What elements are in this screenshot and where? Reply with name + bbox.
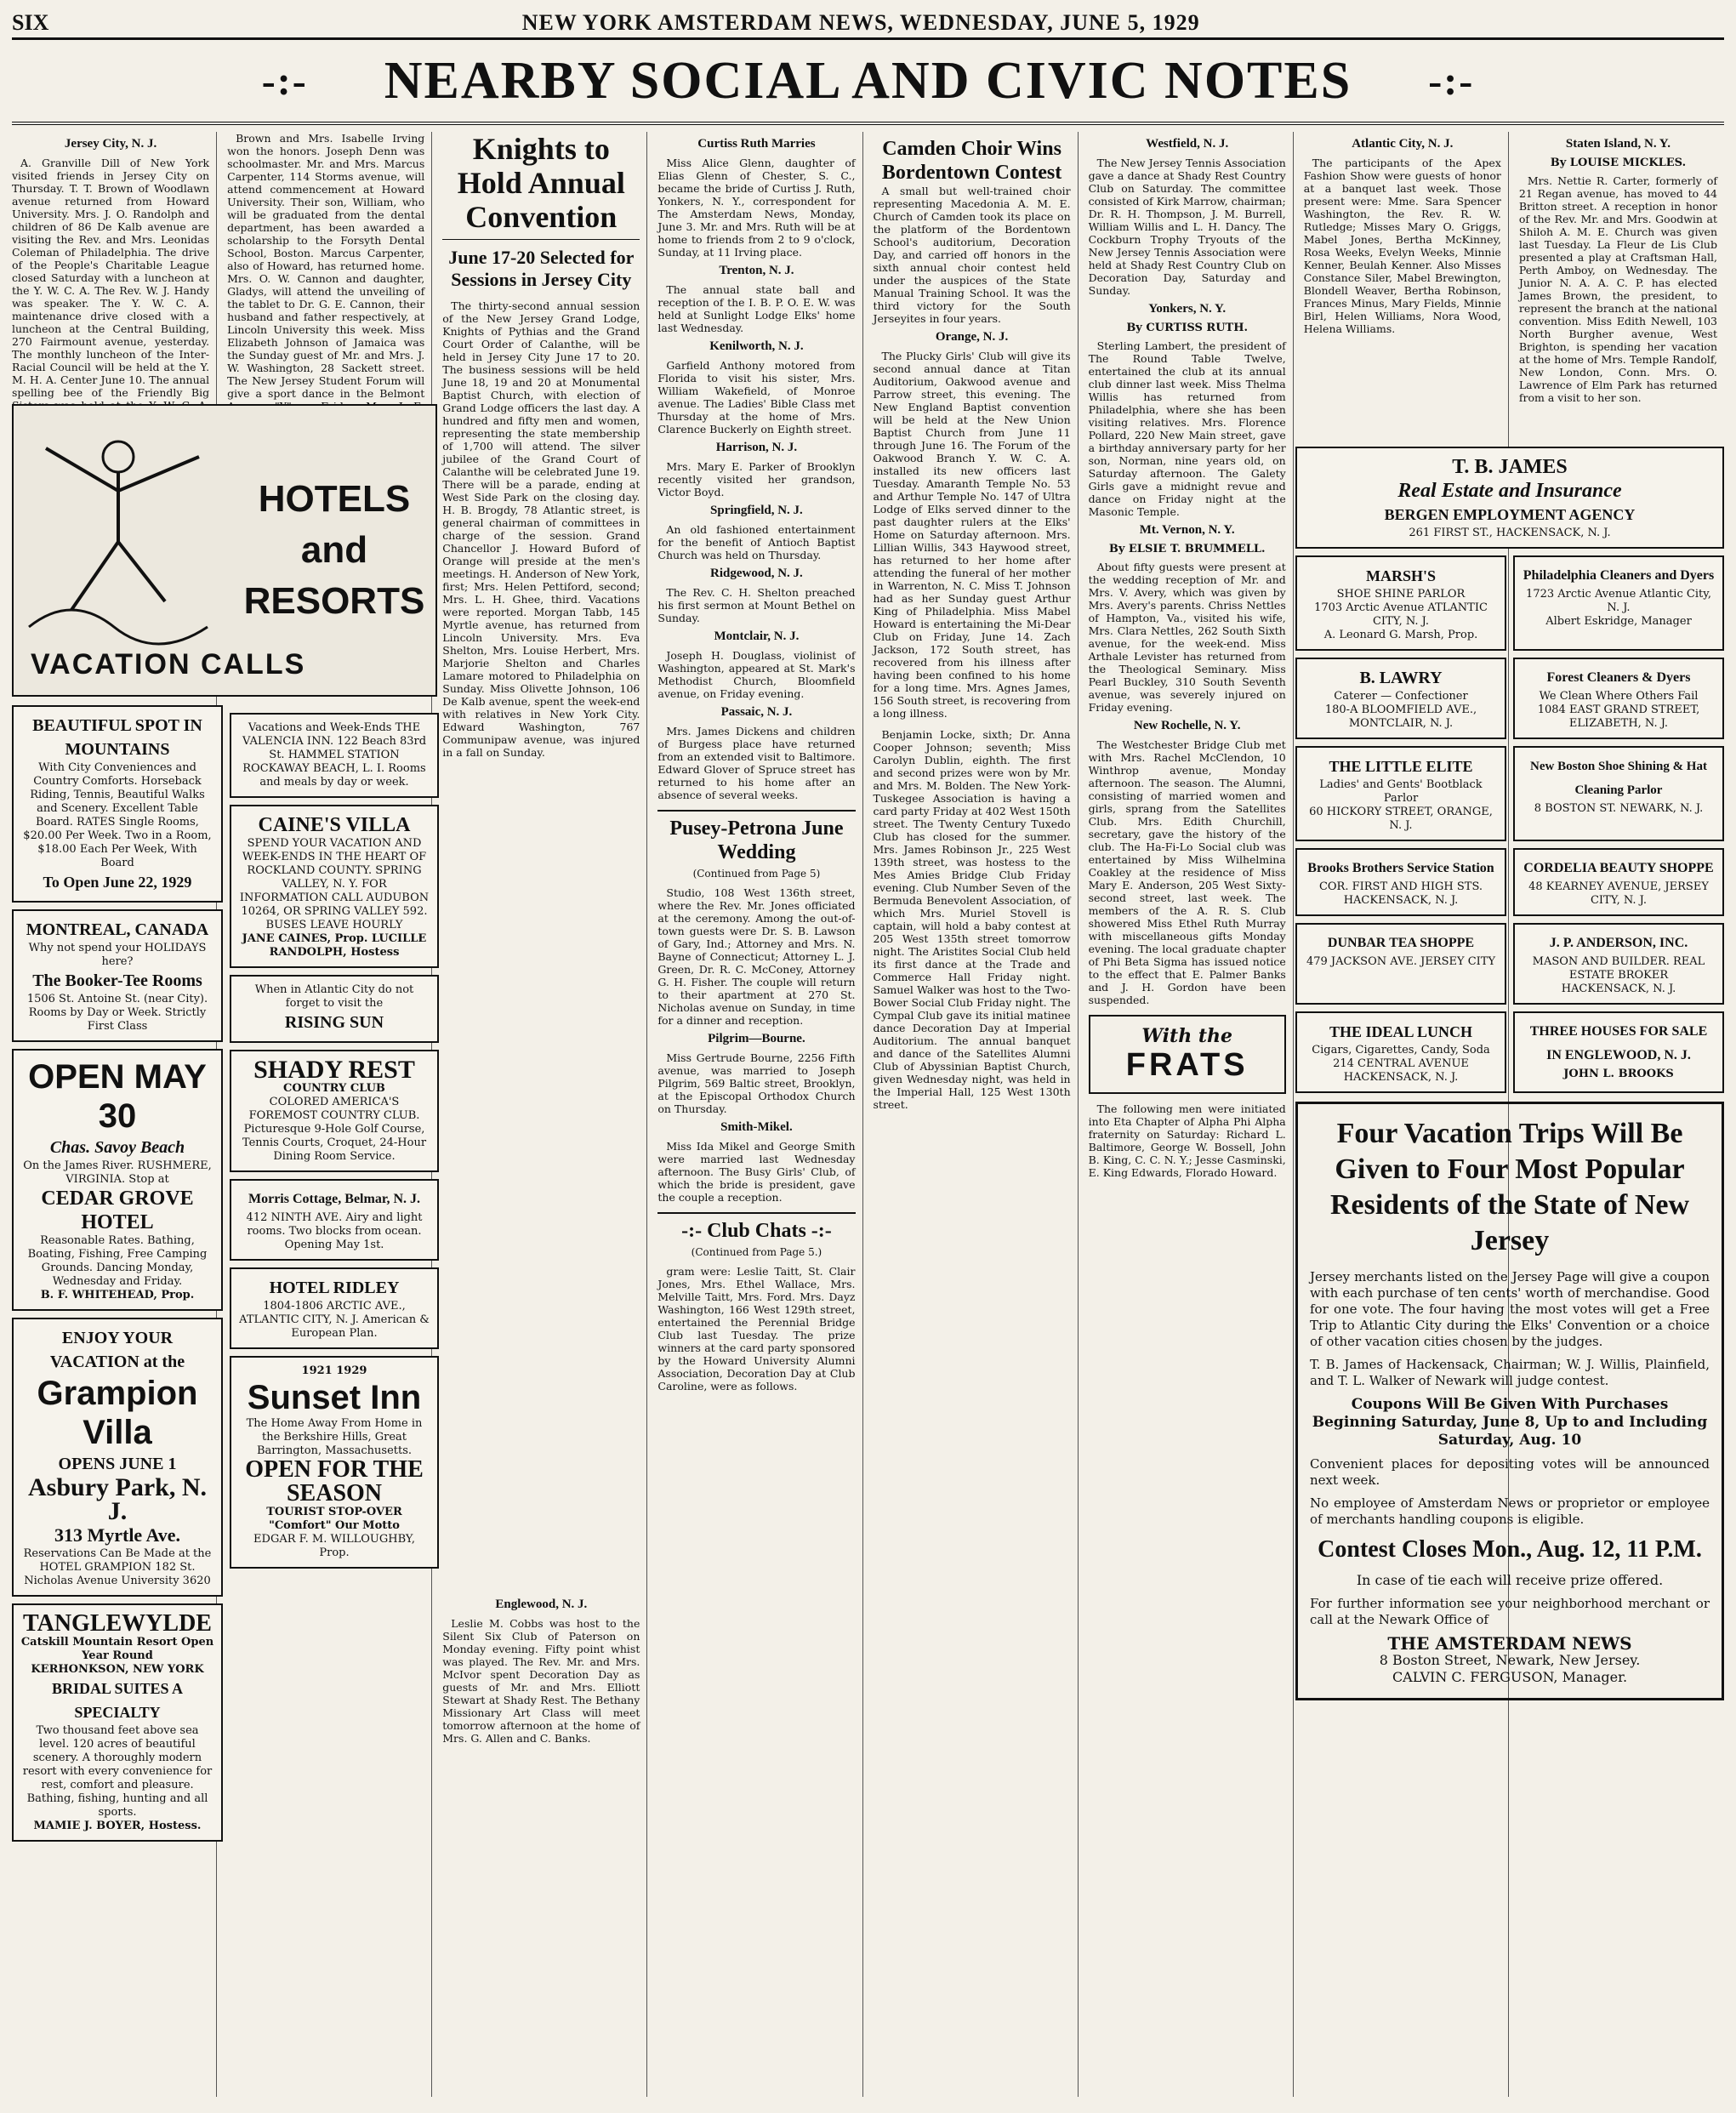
ad-sub: COUNTRY CLUB: [283, 1082, 385, 1095]
ad-title: Sunset Inn: [247, 1379, 422, 1416]
ad-address: 48 KEARNEY AVENUE, JERSEY CITY, N. J.: [1528, 880, 1709, 907]
ad-ideal-lunch: [1295, 1011, 1506, 1093]
ad-tb-james: [1295, 447, 1724, 549]
article-text: Miss Gertrude Bourne, 2256 Fifth avenue, was married to Joseph Pilgrim, 569 Baltic street, Brooklyn, at the Episcopal Orthodox Church on Thursday.: [657, 1051, 856, 1115]
ad-sub: BERGEN EMPLOYMENT AGENCY: [1384, 506, 1636, 523]
ornament-right: -:-: [1428, 58, 1475, 104]
contest-eligibility: No employee of Amsterdam News or proprietor or employee of merchants handling coupons is eligible.: [1310, 1495, 1710, 1527]
article-text: Sterling Lambert, the president of The Round Table Twelve, entertained the club at its annual club dinner last week. Miss Thelma Willis has returned from Philadelphia, where she has been visiting relatives. Mrs. Florence Pollard, 220 New Main street, gave a birthday anniversary party for her son, Norman, nine years old, on Saturday afternoon. The Galety Girls gave a midnight revue and dance on Friday night at the Masonic Temple.: [1088, 339, 1286, 518]
ad-title: Brooks Brothers Service Station: [1307, 861, 1494, 875]
dateline: New Rochelle, N. Y.: [1133, 719, 1241, 732]
ad-shady-rest: [230, 1050, 439, 1172]
hotels-resorts-heading: [233, 474, 435, 627]
ad-location: KERHONKSON, NEW YORK: [31, 1663, 204, 1676]
ad-address: 313 Myrtle Ave.: [54, 1524, 181, 1546]
ad-title: THE LITTLE ELITE: [1329, 758, 1473, 775]
ad-open: OPEN FOR THE SEASON: [245, 1456, 424, 1506]
ad-sub: MASON AND BUILDER. REAL ESTATE BROKER: [1532, 955, 1705, 982]
article-text: The Rev. C. H. Shelton preached his first sermon at Mount Bethel on Sunday.: [657, 586, 856, 624]
contest-coupons: Coupons Will Be Given With Purchases Beginning Saturday, June 8, Up to and Including Saturday, Aug. 10: [1312, 1396, 1708, 1449]
column-3: [442, 132, 647, 2097]
ad-cordelia-beauty: [1513, 848, 1724, 916]
article-text: The participants of the Apex Fashion Show were guests of honor at a banquet last week. Those present were: Mme. Sara Spencer Washington, the Rev. R. W. Rutledge; Misses Mary O. Griggs, Mabel Jones, Bertha McKinney, Rosa Weeks, Evelyn Weeks, Minnie Kenner, Beulah Kenner. Also Misses Constance Siler, Mabel Brewington, Blondell Weaver, Bertha Robinson, Frances Minus, Mary Fields, Minnie Birl, Helen Williams, Nora Wood, Helena Williams.: [1303, 157, 1501, 335]
article-text: The thirty-second annual session of the New Jersey Grand Lodge, Knights of Pythias and the Grand Court Order of Calanthe, will be held in Jersey City June 17 to 20. The business sessions will be held June 18, 19 and 20 at Monumental Baptist Church, with election of Grand Lodge officers the last day. A hundred and fifty men and women, representing the state membership of 1,700 will attend. The silver jubilee of the Grand Court of Calanthe will be celebrated June 19. There will be a parade, ending at West Side Park on the closing day. H. B. Brogdy, 78 Atlantic street, is general chairman of committees in charge of the session. Grand Chancellor J. Howard Buford of Orange will preside at the men's meetings. H. Anderson of New York, first; Mrs. Helen Pettiford, second; Mrs. L. H. Ghee, third. Vacations were reported. Morgan Tabb, 145 Myrtle avenue, has returned from Lincoln University. Mrs. Eva Shelton, Mrs. Louise Herbert, Mrs. Marjorie Shelton and Charles Lamare motored to Philadelphia on Sunday. Miss Olivette Johnson, 106 De Kalb avenue, spent the week-end with relatives in New York City. Edward Washington, 767 Communipaw avenue, was injured in a fall on Sunday.: [442, 299, 640, 759]
ad-philadelphia-cleaners: [1513, 555, 1724, 651]
ad-savoy-beach: [12, 1049, 223, 1311]
ad-caines-villa: [230, 805, 439, 968]
ad-title: DUNBAR TEA SHOPPE: [1327, 936, 1475, 950]
article-text: Mrs. Nettie R. Carter, formerly of 21 Regan avenue, has moved to 44 Britton street. A reception in honor of the Rev. Mr. and Mrs. Goodwin at Shiloh A. M. E. Church was given last Tuesday. La Fleur de Lis Club presented a play at Craftsman Hall, Perth Amboy, on Wednesday. The Junior N. A. A. C. P. has elected James Brown, the president, to represent the branch at the national convention. Miss Edith Newell, 103 North Burgher avenue, West Brighton, is spending her vacation at the home of Mrs. Temple Randolf, New London, Conn. Mrs. O. Lawrence of Elm Park has returned from a visit to her son.: [1518, 174, 1717, 404]
ad-tanglewylde: [12, 1603, 223, 1842]
dateline: Kenilworth, N. J.: [709, 339, 804, 353]
ad-address: 261 FIRST ST., HACKENSACK, N. J.: [1409, 527, 1611, 539]
ad-b-lawry: [1295, 658, 1506, 739]
dateline: Springfield, N. J.: [710, 504, 803, 517]
dateline: Orange, N. J.: [935, 330, 1009, 344]
headline: Knights to Hold Annual Convention: [442, 132, 640, 240]
ad-address: HACKENSACK, N. J.: [1561, 982, 1676, 995]
column-6: [1089, 132, 1294, 2097]
ad-title: Morris Cottage, Belmar, N. J.: [248, 1192, 421, 1206]
article-head: Pilgrim—Bourne.: [708, 1032, 805, 1045]
ad-text: 412 NINTH AVE. Airy and light rooms. Two blocks from ocean. Opening May 1st.: [246, 1211, 423, 1251]
ad-title: New Boston Shoe Shining & Hat Cleaning Parlor: [1530, 760, 1707, 797]
article-text: A small but well-trained choir representing Macedonia A. M. E. Church of Camden took its place on the platform of the Bordentown School's auditorium, Decoration Day, and carried off honors in the sixth annual choir contest held under the auspices of the State Manual Training School. It was the third victory for the South Jerseyites in four years.: [873, 185, 1071, 325]
frats-column-head: [1089, 1015, 1286, 1094]
article-text: A. Granville Dill of New York visited friends in Jersey City on Thursday. T. T. Brown of Woodlawn avenue returned from Howard University. Mrs. J. O. Randolph and children of 86 De Kalb avenue are visiting the Rev. and Mrs. Leonidas Coleman of Philadelphia. The drive of the People's Charitable League closed Saturday with a luncheon at the Y. W. C. A. The Rev. W. J. Handy was speaker. The Y. W. C. A. maintenance drive closed with a luncheon at the Central Building, 270 Fairmount avenue, yesterday. The monthly luncheon of the Inter-Racial Council will be held at the Y. M. H. A. Center June 10. The annual spelling bee of the Friendly Big: [12, 157, 210, 399]
story-headline: Camden Choir Wins Bordentown Contest: [881, 138, 1062, 184]
ad-prop: B. F. WHITEHEAD, Prop.: [40, 1289, 195, 1301]
article-text: Leslie M. Cobbs was host to the Silent Six Club of Paterson on Monday evening. Fifty point whist was played. The Rev. Mr. and Mrs. McIvor spent Decoration Day as guests of Mr. and Mrs. Elliott Stewart at Shady Rest. The Bethany Missionary Art Class will meet tomorrow afternoon at the home of Mrs. G. Allen and C. Banks.: [442, 1617, 640, 1745]
ad-name: Chas. Savoy Beach: [49, 1138, 185, 1157]
ad-title: HOTEL RIDLEY: [269, 1279, 400, 1297]
ad-prop: EDGAR F. M. WILLOUGHBY, Prop.: [253, 1533, 415, 1559]
ad-forest-cleaners: [1513, 658, 1724, 739]
article-text: The following men were initiated into Eta Chapter of Alpha Phi Alpha fraternity on Saturday: Richard L. Baltimore, George W. Bossell, John B. King, C. C. N. Y.; Jesse Casminski, E. King Edwards, Florado Howard.: [1088, 1102, 1286, 1179]
ad-address: 479 JACKSON AVE. JERSEY CITY: [1306, 955, 1496, 968]
contest-text: Jersey merchants listed on the Jersey Page will give a coupon with each purchase of ten cents' worth of merchandise. Good for one vote. The four having the most votes will get a Free Trip to Atlantic City during the Elks' Convention or a choice of other vacation cities chosen by the judges.: [1310, 1269, 1710, 1349]
ad-open-date: To Open June 22, 1929: [43, 874, 192, 891]
article-text: The Westchester Bridge Club met with Mrs. Rachel McClendon, 10 Winthrop avenue, Monday afternoon. The season. The Alumni, consisting of married women and girls, sprang from the Satellites Club. Mrs. Edith Churchill, secretary, gave the history of the club. The Ha-Fi-Lo Social club was entertained by Miss Wilhelmina Coakley at the residence of Miss Mary E. Anderson, 205 West Sixty-second street, last week. The members of the A. R. S. Club showered Miss Ethel Ruth Murray with miscellaneous gifts Monday evening. The local graduate chapter of Phi Beta Sigma has issued notice to the effect that E. Palmer Banks and J. H. Gordon have been suspended.: [1088, 738, 1286, 1006]
and-word: and: [300, 529, 368, 571]
ad-jp-anderson: [1513, 923, 1724, 1005]
contest-judges: T. B. James of Hackensack, Chairman; W. J. Willis, Plainfield, and T. L. Walker of Newark will judge contest.: [1310, 1357, 1710, 1388]
ad-text: With City Conveniences and Country Comforts. Horseback Riding, Tennis, Beautiful Walks and Scenery. Excellent Table Board. RATES Single Rooms, $20.00 Per Week. Two in a Room, $18.00 Each Per Week, With Board: [23, 761, 212, 869]
folio-title: NEW YORK AMSTERDAM NEWS, WEDNESDAY, JUNE 5, 1929: [521, 10, 1200, 35]
ad-text: Two thousand feet above sea level. 120 acres of beautiful scenery. A thoroughly modern resort with every convenience for rest, comfort and pleasure. Bathing, fishing, hunting and all sports.: [22, 1724, 213, 1819]
dateline: Yonkers, N. Y.: [1148, 302, 1227, 316]
ad-sub: Cigars, Cigarettes, Candy, Soda: [1312, 1044, 1490, 1056]
ad-valencia-inn: [230, 713, 439, 798]
article-text: The New Jersey Tennis Association gave a dance at Shady Rest Country Club on Saturday. The committee consisted of Kirk Marrow, chairman; Dr. R. H. Thompson, J. M. Burrell, William Willis and L. H. Dancy. The Cockburn Trophy Tryouts of the New Jersey Tennis Association were held at Shady Rest Country Club on Decoration Day, Saturday and Sunday.: [1088, 157, 1286, 297]
ad-name: Grampion Villa: [37, 1375, 198, 1451]
contest-text: Convenient places for depositing votes will be announced next week.: [1310, 1456, 1710, 1488]
article-text: The annual state ball and reception of the I. B. P. O. E. W. was held at Sunlight Lodge Elks' home last Wednesday.: [657, 283, 856, 334]
article-text: About fifty guests were present at the wedding reception of Mr. and Mrs. V. Avery, which was given by Mrs. Avery's parents. Chriss Nettles of Hampton, Va., visited his wife, Mrs. Clara Nettles, 262 South Sixth avenue, for the week-end. Miss Arthale Levister has returned from the Theological Seminary. Miss Pearl Buckley, 310 South Seventh avenue, was severely injured on Friday evening.: [1088, 561, 1286, 714]
ad-title: B. LAWRY: [1359, 669, 1443, 687]
ad-text: SPEND YOUR VACATION AND WEEK-ENDS IN THE HEART OF ROCKLAND COUNTY. SPRING VALLEY, N. Y. FOR INFORMATION CALL AUDUBON 10264, OR SPRING VALLEY 592. BUSES LEAVE HOURLY: [239, 837, 430, 931]
ad-title: J. P. ANDERSON, INC.: [1549, 936, 1688, 950]
story-headline: Pusey-Petrona June Wedding: [657, 810, 855, 864]
ad-text: When in Atlantic City do not forget to visit the: [254, 983, 414, 1010]
subheadline: June 17-20 Selected for Sessions in Jersey City: [448, 247, 635, 290]
column-5: [874, 132, 1079, 2097]
dateline: Mt. Vernon, N. Y.: [1139, 523, 1235, 537]
ad-title: THE IDEAL LUNCH: [1329, 1023, 1473, 1040]
ad-prop: Albert Eskridge, Manager: [1545, 615, 1692, 628]
dateline: Englewood, N. J.: [495, 1598, 588, 1611]
ad-title: RISING SUN: [284, 1013, 384, 1032]
ad-headline: OPEN MAY 30: [28, 1058, 207, 1135]
article-text: Miss Ida Mikel and George Smith were married last Wednesday afternoon. The Busy Girls' Club, of which the bride is president, gave the couple a reception.: [657, 1140, 856, 1204]
ad-prop: JANE CAINES, Prop. LUCILLE RANDOLPH, Hostess: [242, 932, 427, 959]
ad-title: BEAUTIFUL SPOT IN MOUNTAINS: [32, 716, 202, 759]
dateline: Trenton, N. J.: [719, 264, 794, 277]
dateline: Harrison, N. J.: [715, 441, 798, 454]
contest-address: 8 Boston Street, Newark, New Jersey.: [1379, 1652, 1641, 1668]
col7-8-ads: [1295, 447, 1724, 1700]
dateline: Ridgewood, N. J.: [710, 567, 803, 580]
ad-prop: JOHN L. BROOKS: [1563, 1068, 1674, 1080]
section-title: NEARBY SOCIAL AND CIVIC NOTES: [384, 51, 1352, 110]
resorts-word: RESORTS: [243, 580, 425, 622]
dateline: Montclair, N. J.: [714, 629, 800, 643]
ad-address: 60 HICKORY STREET, ORANGE, N. J.: [1309, 806, 1493, 832]
ad-sub: SHOE SHINE PARLOR: [1336, 588, 1466, 601]
byline: By LOUISE MICKLES.: [1550, 157, 1687, 169]
ad-sub: We Clean Where Others Fail: [1539, 690, 1699, 703]
hotels-word: HOTELS: [258, 478, 411, 520]
ad-sub: Caterer — Confectioner: [1334, 690, 1468, 703]
dateline: Westfield, N. J.: [1146, 137, 1229, 151]
byline: By CURTISS RUTH.: [1126, 322, 1249, 334]
ad-address: 1703 Arctic Avenue ATLANTIC CITY, N. J.: [1314, 601, 1488, 628]
ad-title: MONTREAL, CANADA: [26, 920, 209, 939]
article-head: Smith-Mikel.: [720, 1120, 793, 1134]
column-4: [657, 132, 862, 2097]
ad-address: 180-A BLOOMFIELD AVE., MONTCLAIR, N. J.: [1324, 703, 1477, 730]
ad-hotel-ridley: [230, 1267, 439, 1349]
article-text: gram were: Leslie Taitt, St. Clair Jones, Mrs. Ethel Wallace, Mrs. Melville Taitt, Mrs. Ford. Mrs. Dayz Washington, 166 West 129th street, entertained the Perennial Bridge Club last Tuesday. The prize winners at the card party sponsored by the Howard University Alumni Association, Decoration Day at Club Caroline, were as follows.: [657, 1265, 856, 1393]
ad-prop: A. Leonard G. Marsh, Prop.: [1323, 629, 1478, 641]
ad-title: MARSH'S: [1365, 567, 1436, 584]
article-text: An old fashioned entertainment for the benefit of Antioch Baptist Church was held on Thursday.: [657, 523, 856, 561]
ad-text: Why not spend your HOLIDAYS here?: [28, 942, 207, 968]
ad-sub: Catskill Mountain Resort Open Year Round: [20, 1636, 214, 1662]
ad-grid: [1295, 555, 1724, 1093]
ad-address: 1084 EAST GRAND STREET, ELIZABETH, N. J.: [1537, 703, 1700, 730]
ad-title: CORDELIA BEAUTY SHOPPE: [1523, 861, 1714, 875]
ad-text: The Home Away From Home in the Berkshire Hills, Great Barrington, Massachusetts.: [246, 1417, 423, 1457]
contest-manager: CALVIN C. FERGUSON, Manager.: [1392, 1669, 1628, 1685]
article-text: The Plucky Girls' Club will give its second annual dance at Titan Auditorium, Oakwood avenue and Parrow street, this evening. The New England Baptist convention will be held at the New Union Baptist Church from June 11 through June 16. The Forum of the Oakwood Branch Y. W. C. A. installed its new officers last Tuesday. Amaranth Temple No. 53 and Arthur Temple No. 147 of Ultra Lodge of Elks served dinner to the past daughter rulers at the Elks' Home on Saturday afternoon. Mrs. Lillian Willis, 343 Haywood street, has returned to her home after attending the funeral of her mother in Warrenton, N. C. Miss T. Johnson had as her Sunday guest Arthur King of Philadelphia. Miss Mabel Howard is entertaining the Mi-Dear Club on Friday, June 14. Zach Jackson, 172 South street, has recovered from his illness after having been confined to his home for a long time. Mrs. Agnes James, 156 South street, is recovering from a long illness.: [873, 350, 1071, 720]
vacation-illustration: [12, 404, 437, 697]
vacation-banner: VACATION CALLS: [31, 648, 306, 681]
ad-dunbar-tea: [1295, 923, 1506, 1005]
dateline: Passaic, N. J.: [720, 705, 793, 719]
ad-text: ENJOY YOUR VACATION at the: [49, 1329, 185, 1371]
article-head: Curtiss Ruth Marries: [697, 137, 816, 151]
ad-name: TANGLEWYLDE: [23, 1610, 212, 1637]
ad-title: SHADY REST: [253, 1056, 415, 1084]
ad-three-houses: [1513, 1011, 1724, 1093]
ad-text: COLORED AMERICA'S FOREMOST COUNTRY CLUB. Picturesque 9-Hole Golf Course, Tennis Courts, Croquet, 24-Hour Dining Room Service.: [242, 1096, 427, 1163]
ad-name: The Booker-Tee Rooms: [32, 971, 202, 990]
article-text: Studio, 108 West 136th street, where the Rev. Mr. Jones officiated at the ceremony. Among the out-of-town guests were Dr. S. B. Lawson of Gary, Ind.; Attorney and Mrs. N. Bayne of Connecticut; Attorney L. J. Green, Dr. R. C. McConey, Attorney G. H. Fisher. The couple will return to their apartment at 270 St. Nicholas avenue on Sunday, in time for a dinner and reception.: [657, 886, 856, 1027]
ad-little-elite: [1295, 746, 1506, 841]
frats-with: With the: [1141, 1025, 1233, 1047]
ad-text: Reasonable Rates. Bathing, Boating, Fishing, Free Camping Grounds. Dancing Monday, Wednesday and Friday.: [27, 1234, 208, 1288]
ad-marshs: [1295, 555, 1506, 651]
ad-sunset-inn: [230, 1356, 439, 1569]
article-text: Brown and Mrs. Isabelle Irving won the honors. Joseph Denn was schoolmaster. Mr. and Mrs. Marcus Carpenter, 114 Storms avenue, will attend commencement at Howard University. Their son, William, who will be graduated from the dental department, has been awarded a scholarship to the Forsyth Dental School, Boston. Marcus Carpenter, also of Howard, has returned home. Mrs. O. W. Cannon and daughter, Gladys, will attend the unveiling of the tablet to Dr. G. E. Cannon, their husband and father respectively, at Lincoln University this week. Miss Elizabeth Johnson of Jamaica was the Sunday guest of Mr. and Mrs. J. W. Washington, 28 Sackett street. The New Jersey Student Forum will give a sport dance in the Belmont: [227, 132, 425, 400]
ad-title: Real Estate and Insurance: [1397, 480, 1622, 502]
ad-suites: BRIDAL SUITES A SPECIALTY: [51, 1680, 184, 1721]
col2-ads: [230, 706, 439, 1575]
ad-motto: TOURIST STOP-OVER "Comfort" Our Motto: [266, 1506, 402, 1532]
dancer-illustration-icon: [20, 423, 216, 635]
ad-title: Forest Cleaners & Dyers: [1546, 670, 1691, 685]
article-text: Mrs. James Dickens and children of Burgess place have returned from an extended visit to Baltimore. Edward Glover of Spruce street has returned to his home after an absence of several weeks.: [657, 725, 856, 801]
contest-closes: Contest Closes Mon., Aug. 12, 11 P.M.: [1318, 1536, 1702, 1563]
ad-city: Asbury Park, N. J.: [27, 1473, 207, 1525]
contest-org: THE AMSTERDAM NEWS: [1387, 1633, 1632, 1654]
ad-hotel: CEDAR GROVE HOTEL: [41, 1187, 194, 1233]
ad-text: Vacations and Week-Ends THE VALENCIA INN. 122 Beach 83rd St. HAMMEL STATION ROCKAWAY BEACH, L. I. Rooms and meals by day or week.: [242, 721, 427, 789]
article-text: Miss Alice Glenn, daughter of Elias Glenn of Chester, S. C., became the bride of Curtiss J. Ruth, Yonkers, N. Y., correspondent for The Amsterdam News, Monday, June 3. Mr. and Mrs. Ruth will be at home to friends from 2 to 9 o'clock, Sunday, at 11 Irving place.: [657, 157, 856, 259]
ad-address: 1723 Arctic Avenue Atlantic City, N. J.: [1526, 588, 1711, 614]
ad-title: THREE HOUSES FOR SALE IN ENGLEWOOD, N. J.: [1529, 1024, 1708, 1062]
ad-mountain-spot: [12, 705, 223, 903]
contest-title: Four Vacation Trips Will Be Given to Four Most Popular Residents of the State of New Jersey: [1329, 1118, 1690, 1256]
frats-title: FRATS: [1125, 1047, 1249, 1083]
article-text: Garfield Anthony motored from Florida to visit his sister, Mrs. William Wakefield, of Monroe avenue. The Ladies' Bible Class met Thursday at the home of Mrs. Clarence Buckerly on Eighth street.: [657, 359, 856, 436]
ad-address: 8 BOSTON ST. NEWARK, N. J.: [1534, 802, 1704, 815]
ad-new-boston-shoe: [1513, 746, 1724, 841]
ad-text: Reservations Can Be Made at the HOTEL GRAMPION 182 St. Nicholas Avenue University 3620: [23, 1547, 212, 1587]
byline: By ELSIE T. BRUMMELL.: [1108, 543, 1266, 555]
ornament-left: -:-: [261, 58, 308, 104]
page-number: SIX: [12, 10, 49, 35]
dateline: Atlantic City, N. J.: [1352, 137, 1454, 151]
ad-host: MAMIE J. BOYER, Hostess.: [33, 1820, 202, 1832]
contest-tie: In case of tie each will receive prize offered.: [1356, 1572, 1664, 1588]
ad-text: On the James River. RUSHMERE, VIRGINIA. Stop at: [23, 1159, 212, 1186]
ad-grampion-villa: [12, 1318, 223, 1597]
dateline: Jersey City, N. J.: [64, 137, 157, 151]
ad-sub: Ladies' and Gents' Bootblack Parlor: [1319, 778, 1483, 805]
dateline: Staten Island, N. Y.: [1565, 137, 1671, 151]
article-text: Benjamin Locke, sixth; Dr. Anna Cooper Johnson; seventh; Miss Carolyn Dublin, eighth. The first and second prizes were won by Mr. and Mrs. M. Bolden. The New York-Tuskegee Association is having a card party Friday at 402 West 150th street. The Twenty Century Tuxedo Club has closed for the summer. Mrs. James Robinson Jr., 225 West 139th street, was hostess to the Mes Amies Bridge Club Friday evening. Club Number Seven of the Bermuda Benevolent Association, of which Mrs. Muriel Stovell is captain, will hold a baby contest at 205 West 135th street tomorrow night. The Aristites Social Club held its first dance at the Trade and Commerce Hall Friday night. Samuel Walker was host to the Two-Bower Social Club Friday night. The Cympal Club gave its initial matinee dance Decoration Day at Imperial Auditorium. The annual banquet and dance of the Satellites Alumni Club of Abyssinian Baptist Church, given Wednesday night, was held in the Imperial Hall, 125 West 130th street.: [873, 728, 1071, 1111]
ad-brooks-brothers: [1295, 848, 1506, 916]
ad-address: COR. FIRST AND HIGH STS. HACKENSACK, N. J.: [1318, 880, 1483, 907]
story-headline: -:- Club Chats -:-: [657, 1212, 855, 1243]
ad-title: Philadelphia Cleaners and Dyers: [1523, 568, 1715, 583]
ad-years: 1921 1929: [301, 1364, 367, 1377]
ad-morris-cottage: [230, 1179, 439, 1261]
article-text: Joseph H. Douglass, violinist of Washington, appeared at St. Mark's Methodist Church, Bloomfield avenue, on Friday evening.: [657, 649, 856, 700]
ad-name: T. B. JAMES: [1452, 456, 1568, 478]
continued-line: (Continued from Page 5.): [691, 1246, 822, 1258]
ad-text: 1506 St. Antoine St. (near City). Rooms by Day or Week. Strictly First Class: [26, 993, 208, 1033]
ad-rising-sun: [230, 975, 439, 1043]
continued-line: (Continued from Page 5): [692, 868, 821, 880]
ad-address: 214 CENTRAL AVENUE HACKENSACK, N. J.: [1333, 1057, 1469, 1084]
folio: [12, 9, 1724, 40]
section-masthead: [12, 40, 1724, 125]
ad-text: 1804-1806 ARCTIC AVE., ATLANTIC CITY, N. J. American & European Plan.: [239, 1300, 430, 1340]
ad-open: OPENS JUNE 1: [58, 1455, 177, 1473]
contest-info: For further information see your neighborhood merchant or call at the Newark Office of: [1310, 1596, 1710, 1627]
article-text: Mrs. Mary E. Parker of Brooklyn recently visited her grandson, Victor Boyd.: [657, 460, 856, 498]
ad-title: CAINE'S VILLA: [258, 814, 411, 836]
ad-montreal: [12, 909, 223, 1042]
vacation-contest-box: [1295, 1102, 1724, 1700]
